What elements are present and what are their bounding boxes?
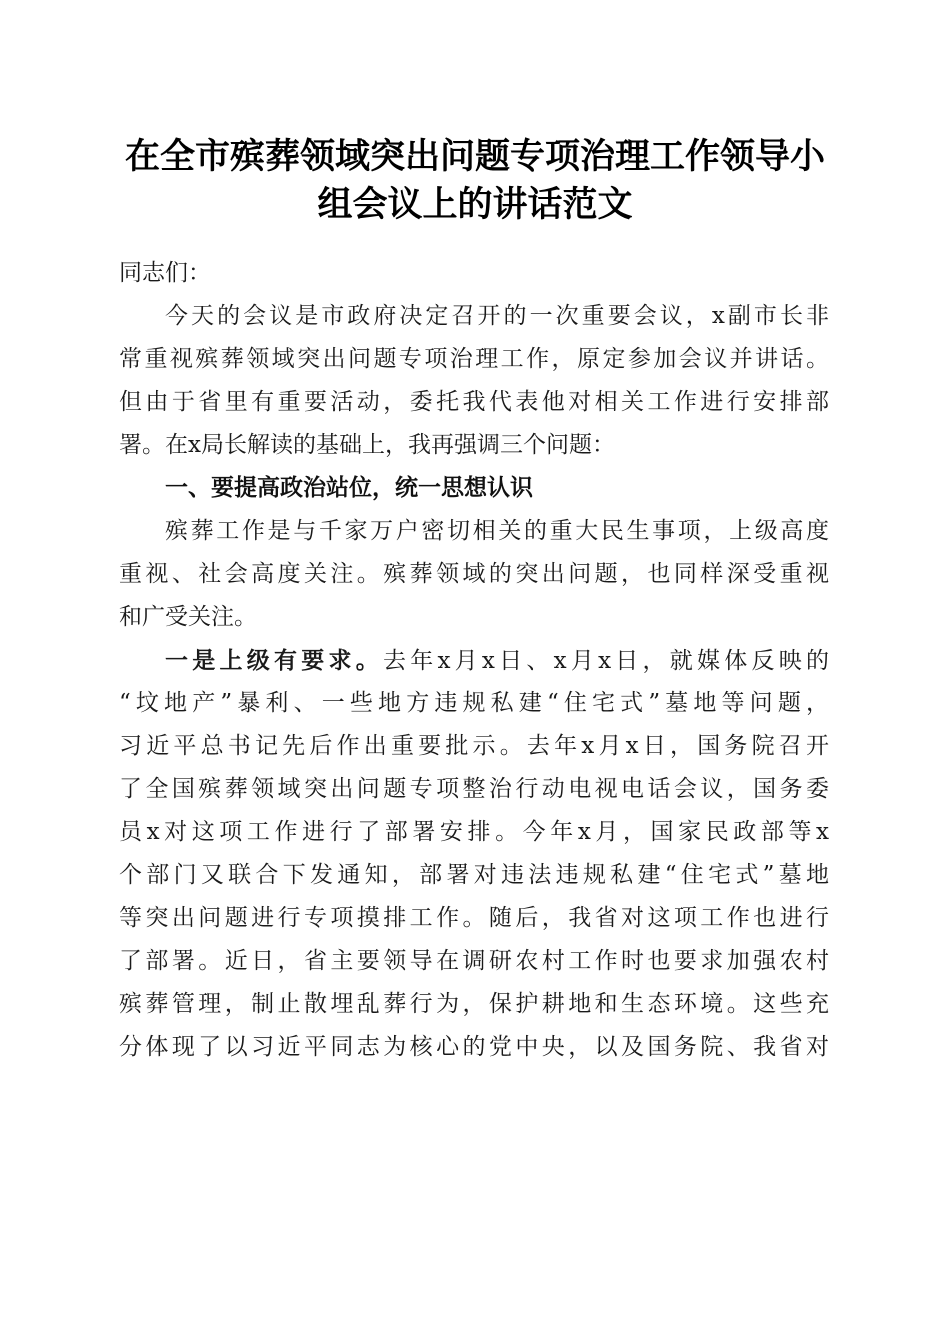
paragraph-3-line-6: 个部门又联合下发通知，部署对违法违规私建“住宅式”墓地 (119, 862, 829, 888)
document-body (119, 252, 829, 1069)
salutation: 同志们： (119, 260, 211, 286)
paragraph-3-line-2: “坟地产”暴利、一些地方违规私建“住宅式”墓地等问题， (119, 690, 829, 716)
paragraph-3-line-9: 殡葬管理，制止散埋乱葬行为，保护耕地和生态环境。这些充 (119, 991, 829, 1017)
document-title (100, 133, 850, 229)
paragraph-2-line-3: 和广受关注。 (119, 604, 257, 630)
paragraph-2-line-1: 殡葬工作是与千家万户密切相关的重大民生事项，上级高度 (165, 518, 829, 544)
paragraph-3-line-10: 分体现了以习近平同志为核心的党中央，以及国务院、我省对 (119, 1034, 829, 1060)
paragraph-3-line-4: 了全国殡葬领域突出问题专项整治行动电视电话会议，国务委 (119, 776, 829, 802)
section-heading-1: 一、要提高政治站位，统一思想认识 (165, 475, 533, 501)
paragraph-1-line-4: 署。在x局长解读的基础上，我再强调三个问题： (119, 432, 615, 458)
paragraph-3-line-5: 员x对这项工作进行了部署安排。今年x月，国家民政部等x (119, 819, 829, 845)
paragraph-1-line-2: 常重视殡葬领域突出问题专项治理工作，原定参加会议并讲话。 (119, 346, 829, 372)
paragraph-2-line-2: 重视、社会高度关注。殡葬领域的突出问题，也同样深受重视 (119, 561, 829, 587)
paragraph-3-line-7: 等突出问题进行专项摸排工作。随后，我省对这项工作也进行 (119, 905, 829, 931)
paragraph-1-line-3: 但由于省里有重要活动，委托我代表他对相关工作进行安排部 (119, 389, 829, 415)
paragraph-3-first-rest: 去年x月x日、x月x日，就媒体反映的 (382, 648, 830, 674)
title-line-2: 组会议上的讲话范文 (317, 184, 633, 225)
paragraph-1-line-1: 今天的会议是市政府决定召开的一次重要会议，x副市长非 (165, 303, 829, 329)
paragraph-3-line-1 (119, 639, 829, 682)
paragraph-3-line-3: 习近平总书记先后作出重要批示。去年x月x日，国务院召开 (119, 733, 829, 759)
title-line-1: 在全市殡葬领域突出问题专项治理工作领导小 (124, 136, 825, 177)
paragraph-3-line-8: 了部署。近日，省主要领导在调研农村工作时也要求加强农村 (119, 948, 829, 974)
paragraph-3-lead: 一是上级有要求。 (165, 647, 383, 674)
